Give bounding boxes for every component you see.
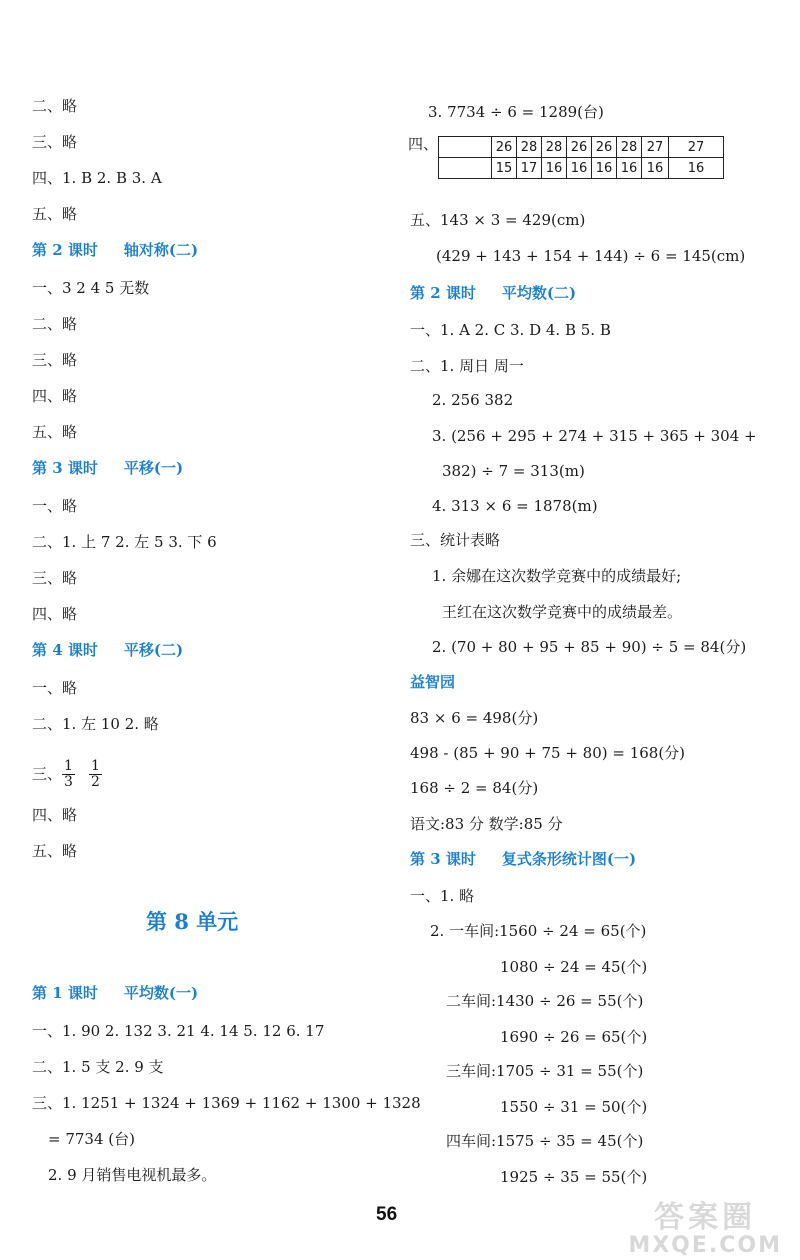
table-cell: 16	[592, 158, 617, 179]
watermark	[628, 1202, 782, 1258]
answer-line: 3. (256 + 295 + 274 + 315 + 365 + 304 +	[432, 427, 757, 445]
answer-line: 1550 ÷ 31 = 50(个)	[500, 1098, 648, 1116]
answer-line: 二、1. 上 7 2. 左 5 3. 下 6	[32, 533, 217, 551]
fraction-denominator: 2	[90, 773, 100, 790]
answer-label: 四、	[408, 135, 439, 153]
answer-line: 二、1. 左 10 2. 略	[32, 715, 159, 733]
fraction-denominator: 3	[64, 773, 73, 790]
section-heading: 益智园	[410, 673, 456, 691]
lesson-number: 第 1 课时	[32, 984, 98, 1002]
watermark-url: MXQE.COM	[628, 1233, 782, 1258]
fraction-numerator: 1	[64, 757, 73, 774]
answer-line: 四、略	[32, 605, 78, 623]
lesson-heading	[32, 240, 198, 260]
answer-line: 168 ÷ 2 = 84(分)	[410, 779, 539, 797]
answer-line: 三、略	[32, 351, 78, 369]
answer-line: 三、1. 1251 + 1324 + 1369 + 1162 + 1300 + 1328	[32, 1094, 421, 1112]
table-cell: 28	[542, 137, 567, 158]
table-cell: 16	[642, 158, 669, 179]
answer-table	[438, 136, 724, 179]
answer-line: 二、1. 5 支 2. 9 支	[32, 1058, 164, 1076]
table-cell: 16	[669, 158, 724, 179]
answer-line: 三、略	[32, 569, 78, 587]
answer-line: 2. 一车间:1560 ÷ 24 = 65(个)	[430, 922, 647, 940]
fraction	[89, 759, 102, 790]
answer-line: 王红在这次数学竞赛中的成绩最差。	[442, 603, 683, 621]
answer-line: 二车间:1430 ÷ 26 = 55(个)	[446, 992, 644, 1010]
table-cell: 17	[517, 158, 542, 179]
table-cell: 27	[669, 137, 724, 158]
table-cell: 28	[517, 137, 542, 158]
table-row	[439, 158, 724, 179]
fraction-numerator: 1	[90, 757, 100, 774]
table-cell: 16	[617, 158, 642, 179]
table-cell	[439, 137, 492, 158]
fraction-answer-line	[32, 753, 116, 794]
lesson-heading	[32, 458, 183, 478]
unit-title: 第 8 单元	[146, 909, 239, 934]
lesson-number: 第 2 课时	[410, 284, 476, 302]
answer-line: 382) ÷ 7 = 313(m)	[442, 462, 585, 480]
answer-line: 83 × 6 = 498(分)	[410, 709, 539, 727]
lesson-heading	[32, 983, 198, 1003]
lesson-number: 第 3 课时	[410, 850, 476, 868]
lesson-heading	[410, 283, 576, 303]
table-cell: 16	[542, 158, 567, 179]
lesson-title: 平均数(二)	[501, 284, 577, 302]
answer-line: 五、略	[32, 423, 78, 441]
answer-line: 2. (70 + 80 + 95 + 85 + 90) ÷ 5 = 84(分)	[432, 638, 747, 656]
answer-line: 一、略	[32, 497, 78, 515]
lesson-heading	[410, 849, 636, 869]
answer-line: 1080 ÷ 24 = 45(个)	[500, 958, 648, 976]
answer-line: 三车间:1705 ÷ 31 = 55(个)	[446, 1062, 644, 1080]
answer-line: 一、1. 90 2. 132 3. 21 4. 14 5. 12 6. 17	[32, 1022, 325, 1040]
answer-line: 三、统计表略	[410, 531, 501, 549]
table-cell: 28	[617, 137, 642, 158]
answer-line: 四、略	[32, 806, 78, 824]
lesson-number: 第 4 课时	[32, 641, 98, 659]
answer-line: 二、略	[32, 315, 78, 333]
answer-line: 2. 9 月销售电视机最多。	[48, 1166, 217, 1184]
table-cell: 16	[567, 158, 592, 179]
table-cell: 26	[492, 137, 517, 158]
answer-line: 二、1. 周日 周一	[410, 357, 524, 375]
answer-label: 三、	[32, 765, 63, 783]
table-row	[439, 137, 724, 158]
answer-line: 一、3 2 4 5 无数	[32, 279, 150, 297]
answer-line: 3. 7734 ÷ 6 = 1289(台)	[428, 103, 604, 121]
answer-line: = 7734 (台)	[48, 1130, 135, 1148]
answer-line: 五、略	[32, 205, 78, 223]
answer-line: 四、1. B 2. B 3. A	[32, 169, 162, 187]
lesson-title: 轴对称(二)	[123, 241, 199, 259]
lesson-title: 平均数(一)	[123, 984, 199, 1002]
lesson-number: 第 3 课时	[32, 459, 98, 477]
answer-line: 2. 256 382	[432, 391, 514, 409]
lesson-title: 平移(二)	[123, 641, 184, 659]
answer-line: 1925 ÷ 35 = 55(个)	[500, 1168, 648, 1186]
lesson-number: 第 2 课时	[32, 241, 98, 259]
answer-line: 4. 313 × 6 = 1878(m)	[432, 497, 598, 515]
watermark-logo-text: 答案圈	[654, 1200, 757, 1235]
table-cell	[439, 158, 492, 179]
answer-line: 1690 ÷ 26 = 65(个)	[500, 1028, 648, 1046]
answer-line: 二、略	[32, 97, 78, 115]
answer-line: 语文:83 分 数学:85 分	[410, 815, 563, 833]
answer-line: 一、1. 略	[410, 887, 475, 905]
answer-line: 四车间:1575 ÷ 35 = 45(个)	[446, 1132, 644, 1150]
table-cell: 26	[592, 137, 617, 158]
lesson-title: 平移(一)	[123, 459, 184, 477]
lesson-heading	[32, 640, 183, 660]
answer-line: 一、1. A 2. C 3. D 4. B 5. B	[410, 321, 611, 339]
answer-line: 498 - (85 + 90 + 75 + 80) = 168(分)	[410, 744, 686, 762]
table-cell: 26	[567, 137, 592, 158]
page-number: 56	[376, 1204, 398, 1225]
answer-line: 一、略	[32, 679, 78, 697]
fraction	[62, 759, 75, 790]
answer-line: 1. 余娜在这次数学竞赛中的成绩最好;	[432, 567, 682, 585]
lesson-title: 复式条形统计图(一)	[501, 850, 637, 868]
answer-line: 四、略	[32, 387, 78, 405]
answer-line: 三、略	[32, 133, 78, 151]
table-cell: 15	[492, 158, 517, 179]
answer-line: (429 + 143 + 154 + 144) ÷ 6 = 145(cm)	[436, 247, 746, 265]
answer-line: 五、143 × 3 = 429(cm)	[410, 211, 586, 229]
table-cell: 27	[642, 137, 669, 158]
answer-line: 五、略	[32, 842, 78, 860]
